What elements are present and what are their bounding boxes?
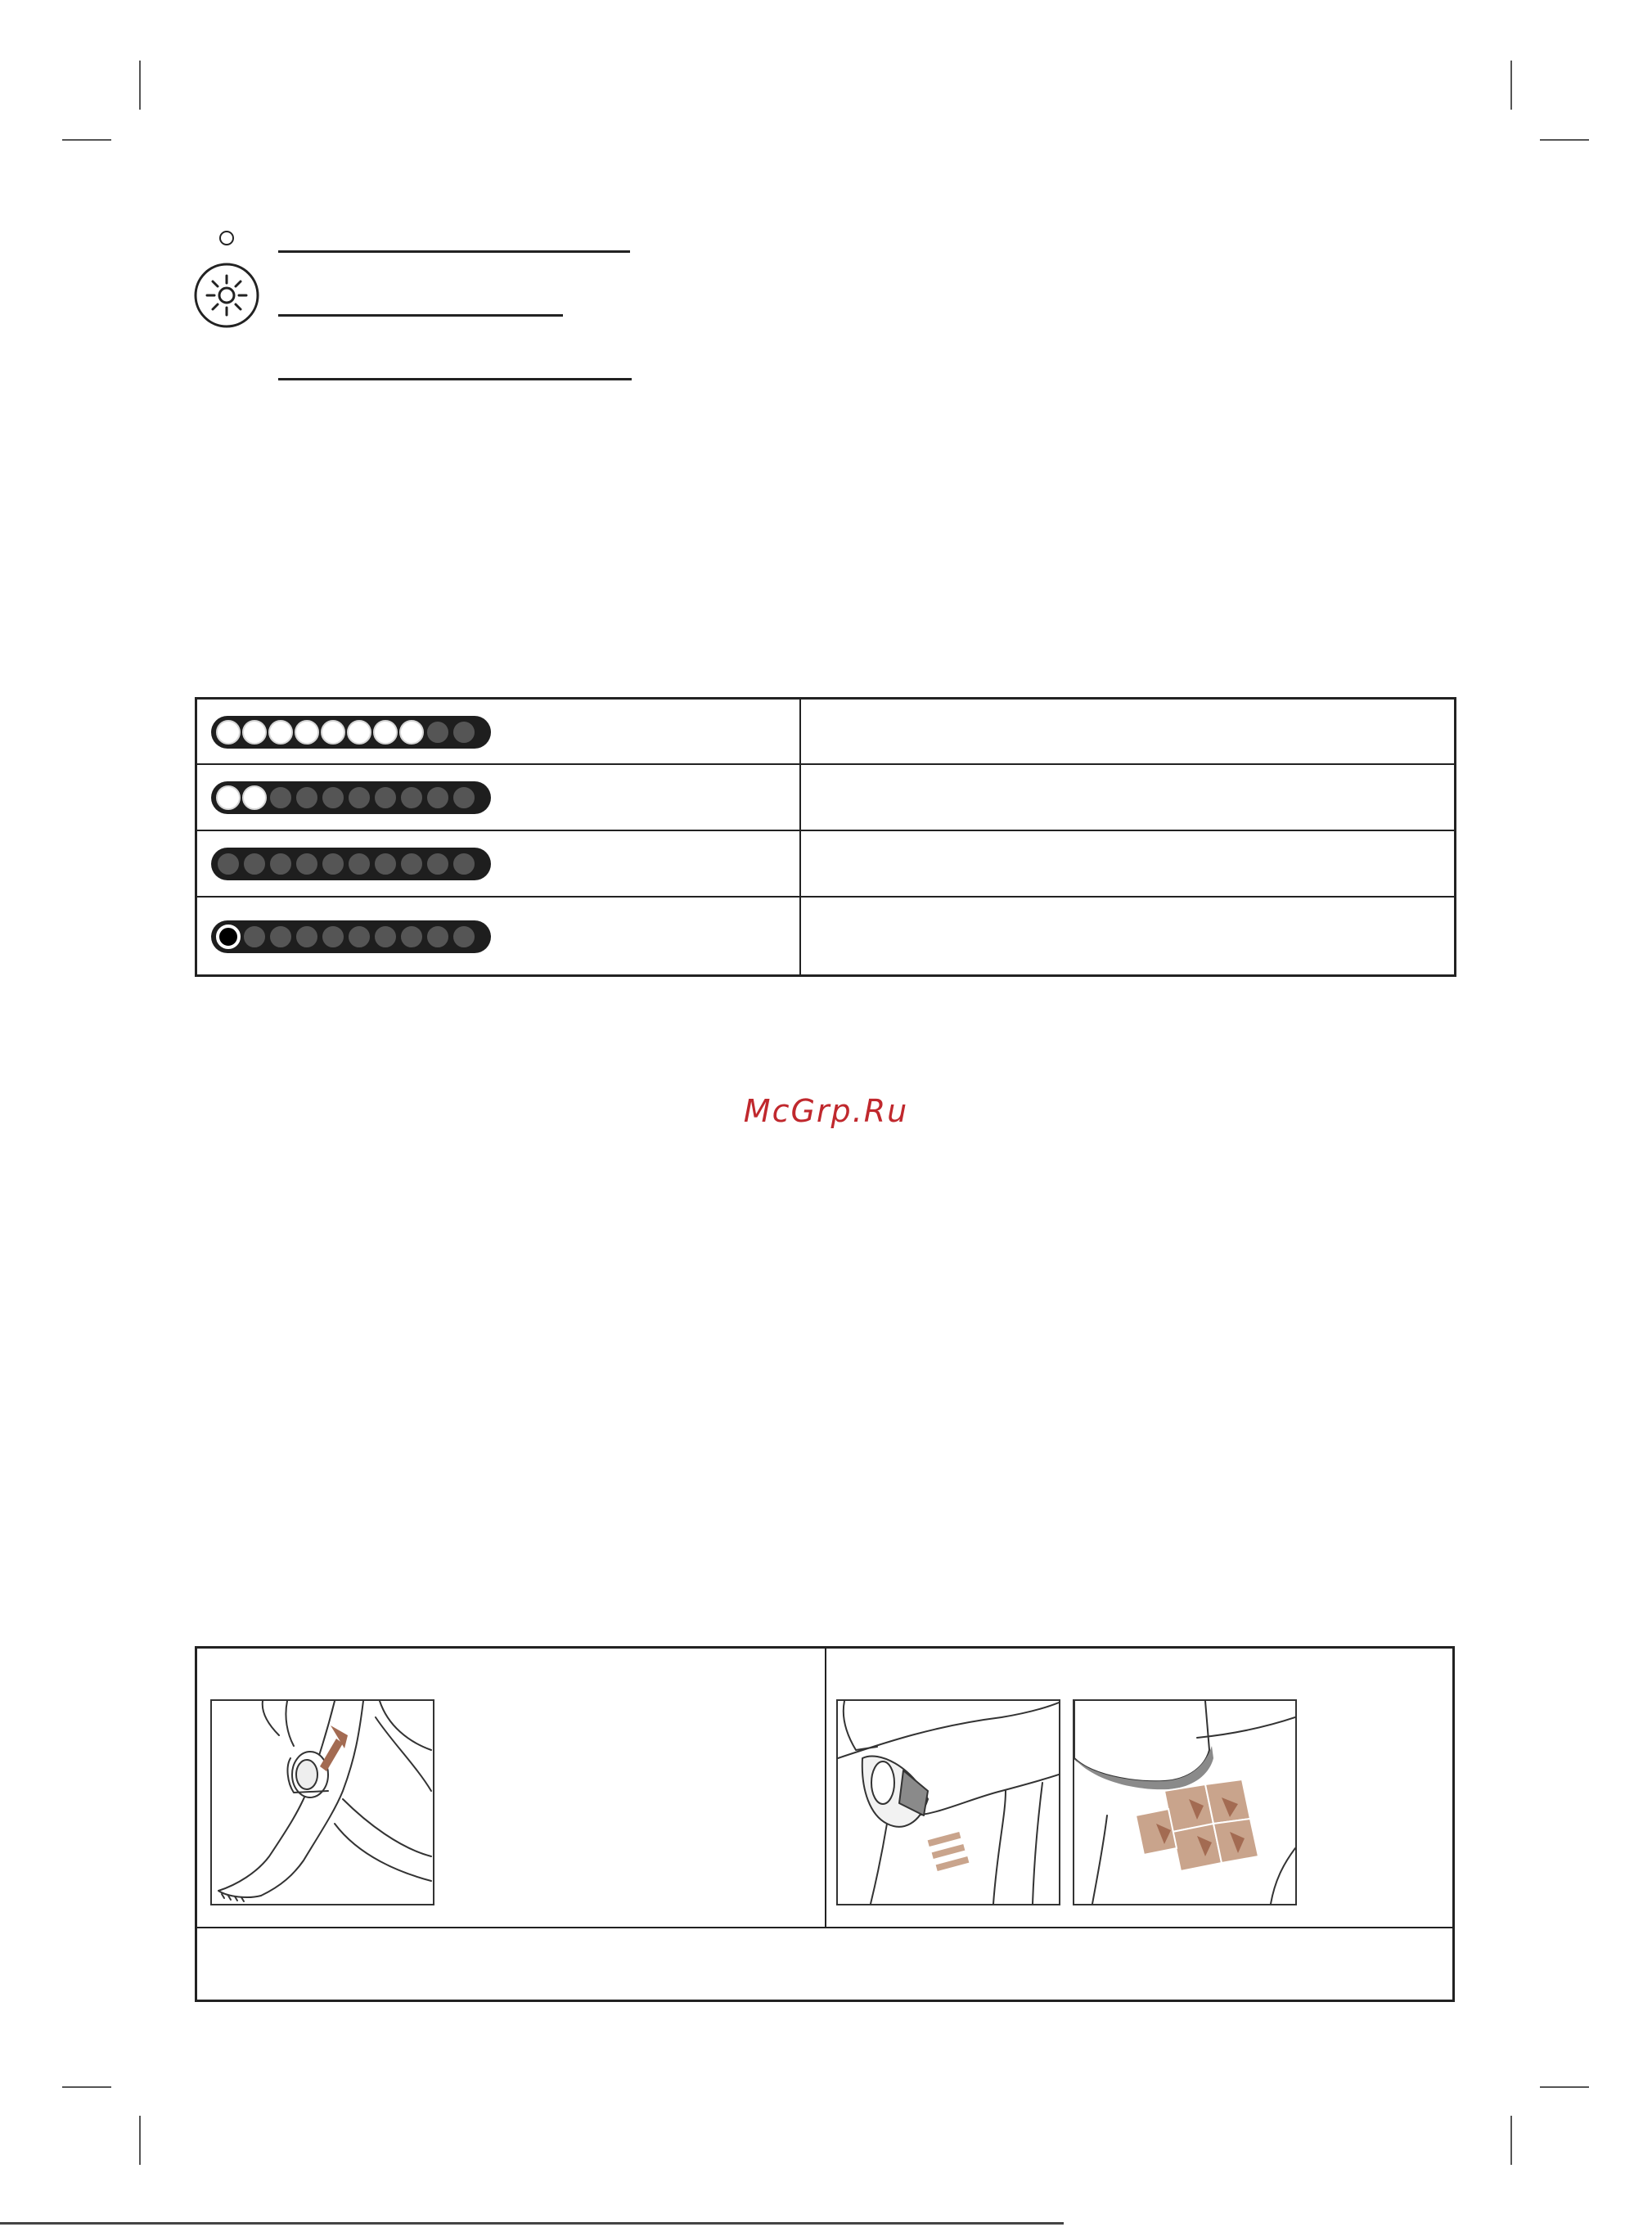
led-indicator-dot — [295, 720, 319, 745]
led-indicator-dot — [242, 720, 267, 745]
crop-mark — [1540, 2086, 1589, 2088]
illustration-stamp-method — [836, 1699, 1060, 1905]
led-row — [197, 765, 1454, 831]
led-indicator-dot — [295, 852, 319, 876]
led-indicator-dot — [425, 720, 450, 745]
led-indicator-dot — [452, 925, 476, 949]
led-indicator-dot — [373, 925, 398, 949]
led-status-table — [195, 697, 1456, 977]
text-line — [278, 378, 632, 380]
led-indicator-dot — [452, 852, 476, 876]
led-indicator-dot — [295, 785, 319, 810]
led-indicator-dot — [268, 925, 293, 949]
crop-mark — [62, 139, 111, 141]
led-indicator-dot — [425, 925, 450, 949]
led-indicator-dot — [242, 785, 267, 810]
led-indicator-dot — [216, 785, 241, 810]
text-line — [278, 250, 630, 253]
led-row — [197, 898, 1454, 977]
led-description — [819, 765, 1446, 830]
led-indicator-dot — [321, 925, 345, 949]
crop-mark — [62, 2086, 111, 2088]
led-indicator-dot — [216, 925, 241, 949]
led-indicator-dot — [452, 785, 476, 810]
led-indicator-dot — [216, 720, 241, 745]
crop-mark — [139, 2116, 141, 2165]
led-indicator-dot — [452, 720, 476, 745]
led-indicator-dot — [295, 925, 319, 949]
led-indicator-dot — [425, 852, 450, 876]
led-description — [819, 700, 1446, 763]
led-indicator-dot — [399, 925, 424, 949]
crop-mark — [1510, 61, 1512, 110]
led-indicator-dot — [268, 720, 293, 745]
crop-mark — [1540, 139, 1589, 141]
led-description — [819, 831, 1446, 896]
led-bar — [211, 848, 491, 880]
led-indicator-dot — [321, 852, 345, 876]
led-indicator-dot — [268, 852, 293, 876]
usage-illustrations-table — [195, 1646, 1455, 2002]
led-row — [197, 831, 1454, 898]
row-divider — [197, 1927, 1452, 1928]
led-indicator-dot — [321, 720, 345, 745]
led-description — [819, 898, 1446, 977]
crop-mark — [139, 61, 141, 110]
led-indicator-dot — [242, 925, 267, 949]
led-indicator-dot — [373, 720, 398, 745]
led-indicator-dot — [321, 785, 345, 810]
led-bar — [211, 781, 491, 814]
led-indicator-dot — [216, 852, 241, 876]
led-indicator-dot — [347, 720, 371, 745]
illustration-flash-pattern — [1073, 1699, 1297, 1905]
led-indicator-dot — [399, 852, 424, 876]
led-indicator-dot — [242, 852, 267, 876]
text-line — [278, 314, 563, 317]
led-bar — [211, 920, 491, 953]
led-indicator-dot — [399, 720, 424, 745]
watermark: McGrp.Ru — [743, 1093, 909, 1129]
led-indicator-dot — [373, 785, 398, 810]
led-indicator-dot — [399, 785, 424, 810]
light-flash-icon — [193, 262, 260, 329]
led-indicator-dot — [268, 785, 293, 810]
bottom-edge-line — [0, 2222, 1064, 2225]
led-indicator-dot — [425, 785, 450, 810]
column-divider — [825, 1649, 826, 1927]
small-circle-icon — [219, 231, 234, 245]
led-bar — [211, 716, 491, 749]
led-indicator-dot — [347, 925, 371, 949]
led-indicator-dot — [373, 852, 398, 876]
illustration-slide-method — [210, 1699, 434, 1905]
led-row — [197, 700, 1454, 765]
crop-mark — [1510, 2116, 1512, 2165]
led-indicator-dot — [347, 785, 371, 810]
led-indicator-dot — [347, 852, 371, 876]
